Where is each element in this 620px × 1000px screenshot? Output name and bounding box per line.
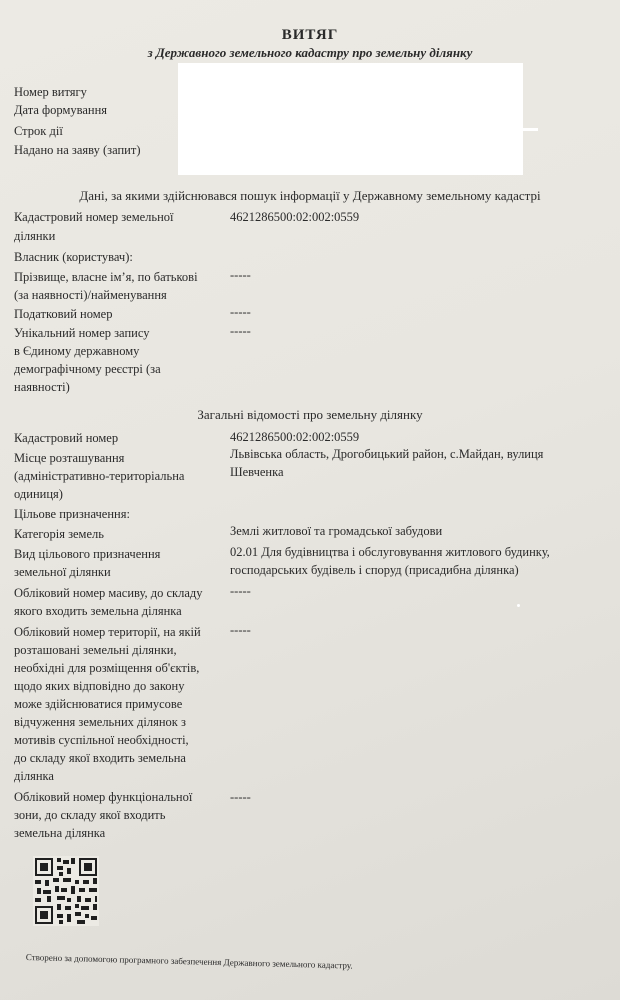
formation-date-label: Дата формування	[14, 103, 108, 117]
redaction-mark	[520, 128, 538, 131]
territory-label-2: розташовані земельні ділянки,	[14, 643, 177, 657]
territory-value: -----	[230, 623, 251, 637]
owner-name-value: -----	[230, 268, 251, 282]
use-type-label: Вид цільового призначення	[14, 547, 161, 561]
location-value-2: Шевченка	[230, 465, 284, 479]
tax-number-value: -----	[230, 305, 251, 319]
registry-label-2: в Єдиному державному	[14, 344, 140, 358]
territory-label-3: необхідні для розміщення об'єктів,	[14, 661, 200, 675]
use-type-value-2: господарських будівель і споруд (присадибна ділянка)	[230, 563, 519, 577]
search-section-heading: Дані, за якими здійснювався пошук інформації у Державному земельному кадастрі	[79, 188, 541, 203]
use-type-value: 02.01 Для будівництва і обслуговування житлового будинку,	[230, 545, 550, 559]
massif-label-2: якого входить земельна ділянка	[14, 604, 182, 618]
general-cadastral-value: 4621286500:02:002:0559	[230, 430, 360, 444]
zone-label-2: зони, до складу якої входить	[14, 808, 166, 822]
territory-label-5: може здійснюватися примусове	[14, 697, 183, 711]
location-value: Львівська область, Дрогобицький район, с.Майдан, вулиця	[230, 447, 544, 461]
location-label-2: (адміністративно-територіальна	[14, 469, 185, 483]
qr-code	[33, 856, 99, 926]
registry-label: Унікальний номер запису	[14, 326, 150, 340]
request-label: Надано на заяву (запит)	[14, 143, 141, 157]
general-section-heading: Загальні відомості про земельну ділянку	[197, 407, 423, 422]
search-cadastral-label: Кадастровий номер земельної	[14, 210, 174, 224]
document-subtitle: з Державного земельного кадастру про земельну ділянку	[147, 45, 473, 60]
use-type-label-2: земельної ділянки	[14, 565, 111, 579]
zone-label-3: земельна ділянка	[14, 826, 106, 840]
general-cadastral-label: Кадастровий номер	[14, 431, 119, 445]
territory-label: Обліковий номер території, на якій	[14, 625, 201, 639]
registry-value: -----	[230, 324, 251, 338]
zone-value: -----	[230, 790, 251, 804]
territory-label-7: мотивів суспільної необхідності,	[14, 733, 189, 747]
land-category-label: Категорія земель	[14, 527, 104, 541]
land-category-value: Землі житлової та громадської забудови	[230, 524, 443, 538]
zone-label: Обліковий номер функціональної	[14, 790, 193, 804]
search-cadastral-value: 4621286500:02:002:0559	[230, 210, 360, 224]
document-title: ВИТЯГ	[281, 27, 339, 43]
validity-label: Строк дії	[14, 124, 63, 138]
territory-label-9: ділянка	[14, 769, 54, 783]
location-label: Місце розташування	[14, 451, 125, 465]
extract-number-label: Номер витягу	[14, 85, 87, 99]
territory-label-6: відчуження земельних ділянок з	[14, 715, 186, 729]
owner-name-label-cont: (за наявності)/найменування	[14, 288, 167, 302]
purpose-label: Цільове призначення:	[14, 507, 130, 521]
redacted-area	[178, 63, 523, 175]
search-cadastral-label-cont: ділянки	[14, 229, 56, 243]
territory-label-4: щодо яких відповідно до закону	[14, 679, 185, 693]
footer-note: Створено за допомогою програмного забезпечення Державного земельного кадастру.	[25, 952, 353, 971]
territory-label-8: до складу якої входить земельна	[14, 751, 186, 765]
tax-number-label: Податковий номер	[14, 307, 113, 321]
owner-label: Власник (користувач):	[14, 250, 133, 264]
registry-label-3: демографічному реєстрі (за	[14, 362, 161, 376]
owner-name-label: Прізвище, власне ім’я, по батькові	[14, 270, 198, 284]
massif-value: -----	[230, 584, 251, 598]
registry-label-4: наявності)	[14, 380, 70, 394]
location-label-3: одиниця)	[14, 487, 63, 501]
massif-label: Обліковий номер масиву, до складу	[14, 586, 203, 600]
specular-dot	[517, 604, 520, 607]
